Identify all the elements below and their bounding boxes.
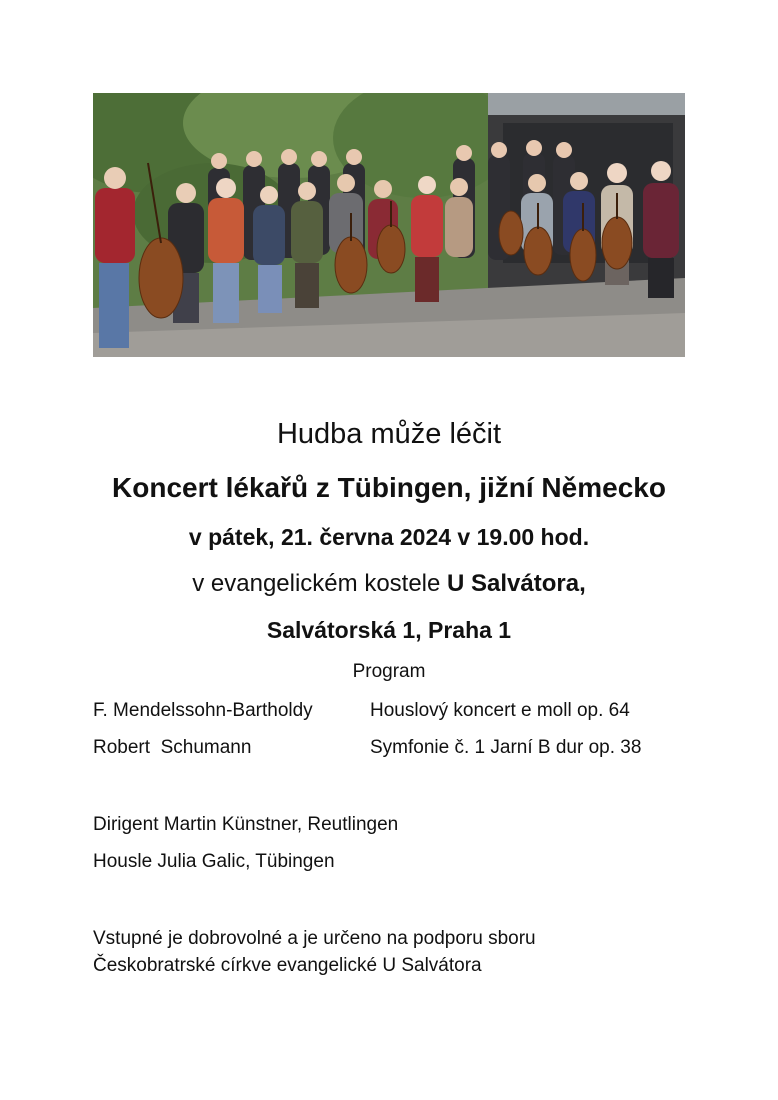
admission-note: Vstupné je dobrovolné a je určeno na podporu sboru	[93, 928, 536, 949]
venue	[0, 570, 778, 598]
orchestra-photo	[93, 93, 685, 357]
admission-note-continued: Českobratrské církve evangelické U Salvátora	[93, 955, 482, 976]
venue-name: U Salvátora,	[447, 570, 586, 597]
concert-date: v pátek, 21. června 2024 v 19.00 hod.	[188, 524, 590, 550]
venue-prefix: v evangelickém kostele	[192, 570, 448, 597]
venue-address: Salvátorská 1, Praha 1	[266, 617, 512, 643]
program-composer: F. Mendelssohn-Bartholdy	[93, 700, 313, 721]
program-composer: Robert Schumann	[93, 737, 252, 758]
program-work: Symfonie č. 1 Jarní B dur op. 38	[370, 737, 642, 758]
tagline: Hudba může léčit	[276, 418, 502, 450]
concert-title: Koncert lékařů z Tübingen, jižní Německo	[112, 472, 666, 503]
program-work: Houslový koncert e moll op. 64	[370, 700, 630, 721]
orchestra-group-photo-icon	[93, 93, 685, 357]
conductor: Dirigent Martin Künstner, Reutlingen	[93, 814, 399, 835]
program-label: Program	[352, 661, 426, 682]
violin-soloist: Housle Julia Galic, Tübingen	[93, 851, 335, 872]
